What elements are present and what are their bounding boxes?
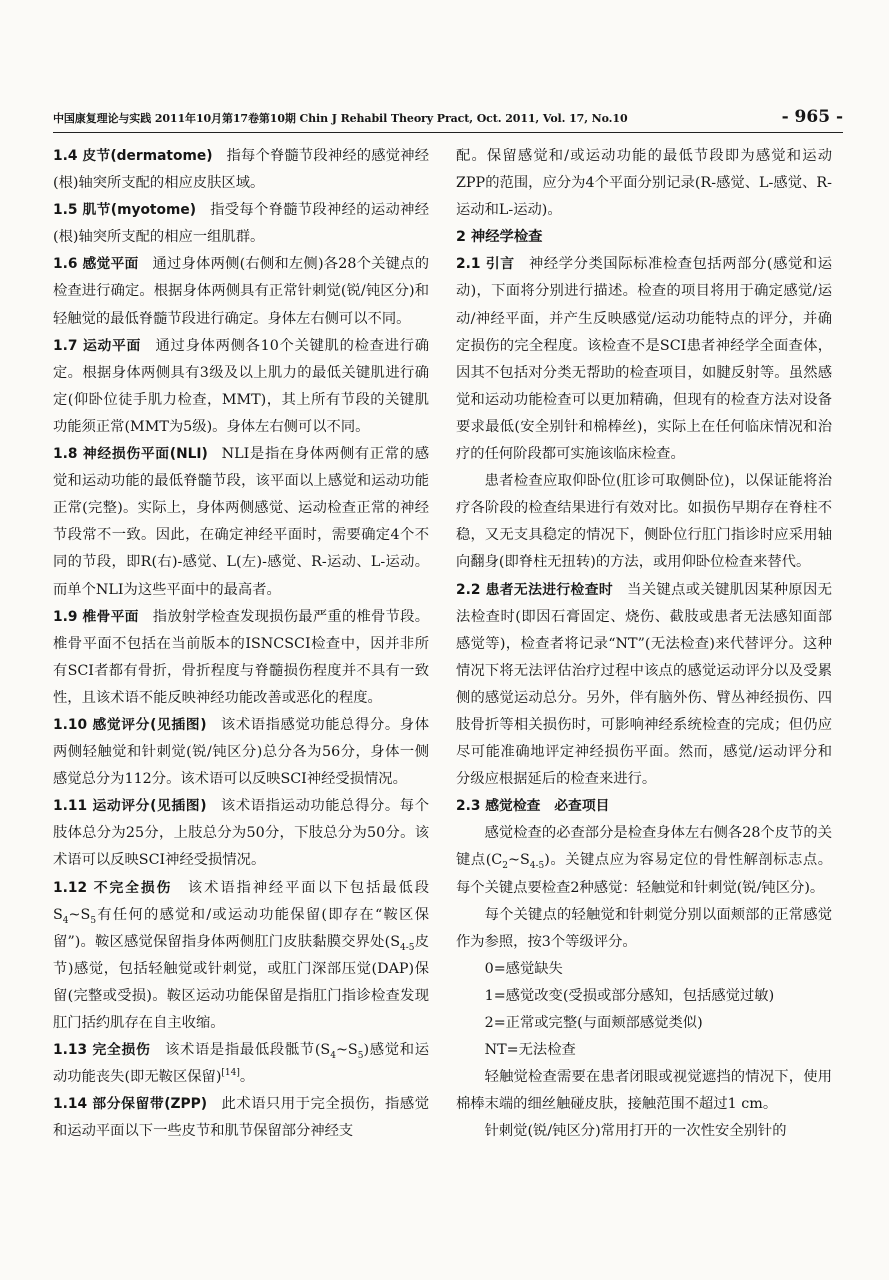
term-label: 2.2 患者无法进行检查时 [456,581,614,598]
section-2-1 [456,251,832,468]
definition-text: 指受每个脊髓节段神经的运动神经(根)轴突所支配的相应一组肌群。 [53,202,429,246]
definition-text: 指每个脊髓节段神经的感觉神经(根)轴突所支配的相应皮肤区域。 [53,148,430,192]
running-header [53,102,843,133]
page-number: - 965 - [781,107,843,127]
scale-item: NT=无法检查 [484,1042,576,1059]
definition-1-4 [53,143,429,197]
reference-citation: [14] [221,1068,240,1079]
scale-item: 2=正常或完整(与面颊部感觉类似) [484,1015,703,1031]
definition-text: ~S [68,906,91,923]
term-label: 1.8 神经损伤平面(NLI) [53,446,208,463]
definition-text: 通过身体两侧(右侧和左侧)各28个关键点的检查进行确定。根据身体两侧具有正常针刺觉(锐/钝区分)和轻触觉的最低脊髓节段进行确定。身体左右侧可以不同。 [53,256,429,327]
term-label: 1.11 运动评分(见插图) [53,798,207,815]
subscript: 4-5 [400,942,415,953]
definition-1-5 [53,197,429,251]
definition-1-13 [53,1037,429,1091]
scale-item: 1=感觉改变(受损或部分感知，包括感觉过敏) [484,987,775,1004]
left-column [53,143,429,1145]
term-label: 1.9 椎骨平面 [53,608,139,625]
subscript: 2 [502,861,508,872]
definition-1-8 [53,441,429,604]
definition-text: 此术语只用于完全损伤，指感觉和运动平面以下一些皮节和肌节保留部分神经支 [53,1096,430,1140]
body-paragraph: 每个关键点的轻触觉和针刺觉分别以面颊部的正常感觉作为参照，按3个等级评分。 [456,906,832,950]
body-paragraph: 患者检查应取仰卧位(肛诊可取侧卧位)，以保证能将治疗各阶段的检查结果进行有效对比。如损伤早期存在脊柱不稳，又无支具稳定的情况下，侧卧位行肛门指诊时应采用轴向翻身(即脊柱无扭转)的方法，或用仰卧位检查来替代。 [456,473,832,571]
section-2-3 [456,793,832,820]
term-label: 1.10 感觉评分(见插图) [53,716,207,733]
definition-text: NLI是指在身体两侧有正常的感觉和运动功能的最低脊髓节段，该平面以上感觉和运动功能正常(完整)。实际上，身体两侧感觉、运动检查正常的神经节段常不一致。因此，在确定神经平面时，需要确定4个不同的节段，即R(右)-感觉、L(左)-感觉、R-运动、L-运动。而单个NLI为这些平面中的最高者。 [53,446,430,598]
subscript: 5 [357,1050,364,1061]
definition-text: )感觉和运动功能丧失(即无鞍区保留) [53,1042,429,1086]
definition-text: 该术语是指最低段骶节(S [164,1042,331,1059]
term-label: 1.13 完全损伤 [53,1042,151,1059]
definition-1-10 [53,712,429,793]
term-label: 1.7 运动平面 [53,337,142,354]
subscript: 4 [62,915,69,926]
definition-1-6 [53,251,429,332]
term-label: 2.1 引言 [456,256,515,273]
definition-text: 通过身体两侧各10个关键肌的检查进行确定。根据身体两侧具有3级及以上肌力的最低关键肌进行确定(仰卧位徒手肌力检查，MMT)，其上所有节段的关键肌功能须正常(MMT为5级)。身体左右侧可以不同。 [53,337,429,435]
term-subtitle: 必查项目 [554,798,610,815]
body-text: 当关键点或关键肌因某种原因无法检查时(即因石膏固定、烧伤、截肢或患者无法感知面部感觉等)，检查者将记录“NT”(无法检查)来代替评分。这种情况下将无法评估治疗过程中该点的感觉运动评分以及受累侧的感觉运动总分。另外，伴有脑外伤、臂丛神经损伤、四肢骨折等相关损伤时，可影响神经系统检查的完成；但仍应尽可能准确地评定神经损伤平面。然而，感觉/运动评分和分级应根据延后的检查来进行。 [456,581,832,788]
scale-item: 0=感觉缺失 [484,960,563,977]
body-text: 神经学分类国际标准检查包括两部分(感觉和运动)，下面将分别进行描述。检查的项目将用于确定感觉/运动/神经平面，并产生反映感觉/运动功能特点的评分，并确定损伤的完全程度。该检查不是SCI患者神经学全面查体，因其不包括对分类无帮助的检查项目，如腱反射等。虽然感觉和运动功能检查可以更加精确，但现有的检查方法对设备要求最低(安全别针和棉棒丝)，实际上在任何临床情况和治疗的任何阶段都可实施该临床检查。 [456,256,833,463]
definition-text: 有任何的感觉和/或运动功能保留(即存在“鞍区保留”)。鞍区感觉保留指身体两侧肛门皮肤黏膜交界处(S [53,906,429,950]
term-label: 1.12 不完全损伤 [53,879,173,896]
definition-text: 皮节)感觉，包括轻触觉或针刺觉，或肛门深部压觉(DAP)保留(完整或受损)。鞍区运动功能保留是指肛门指诊检查发现肛门括约肌存在自主收缩。 [53,933,429,1031]
definition-text: 该术语指运动功能总得分。每个肢体总分为25分，上肢总分为50分，下肢总分为50分。该术语可以反映SCI神经受损情况。 [53,798,429,869]
continued-paragraph: 配。保留感觉和/或运动功能的最低节段即为感觉和运动ZPP的范围，应分为4个平面分别记录(R-感觉、L-感觉、R-运动和L-运动)。 [456,148,832,219]
term-label: 1.5 肌节(myotome) [53,202,197,219]
definition-text: 该术语指神经平面以下包括最低段S [53,879,429,923]
term-label: 1.6 感觉平面 [53,256,139,273]
body-paragraph: 轻触觉检查需要在患者闭眼或视觉遮挡的情况下，使用棉棒末端的细丝触碰皮肤，接触范围不超过1 cm。 [456,1069,832,1113]
term-label: 1.14 部分保留带(ZPP) [53,1096,208,1113]
section-2-2 [456,577,832,794]
body-text: ~S [507,852,530,869]
section-heading-2: 2 神经学检查 [456,229,543,246]
body-paragraph: 针刺觉(锐/钝区分)常用打开的一次性安全别针的 [484,1123,787,1140]
definition-1-14 [53,1091,429,1145]
definition-1-11 [53,793,429,874]
subscript: 4-5 [529,861,545,872]
journal-citation: 中国康复理论与实践 2011年10月第17卷第10期 Chin J Rehabil Theory Pract, Oct. 2011, Vol. 17, No.10 [53,112,628,125]
definition-1-7 [53,333,429,441]
body-paragraph [456,820,832,901]
body-text: )。关键点应为容易定位的骨性解剖标志点。每个关键点要检查2种感觉：轻触觉和针刺觉(锐/钝区分)。 [456,852,832,896]
term-label: 1.4 皮节(dermatome) [53,148,213,164]
definition-1-9 [53,604,429,712]
definition-text: 该术语指感觉功能总得分。身体两侧轻触觉和针刺觉(锐/钝区分)总分各为56分，身体一侧感觉总分为112分。该术语可以反映SCI神经受损情况。 [53,716,429,788]
subscript: 5 [90,915,97,926]
definition-text: ~S [335,1042,358,1059]
definition-1-12 [53,875,429,1038]
definition-text: 指放射学检查发现损伤最严重的椎骨节段。椎骨平面不包括在当前版本的ISNCSCI检查中，因并非所有SCI者都有骨折，骨折程度与脊髓损伤程度并不具有一致性，且该术语不能反映神经功能改善或恶化的程度。 [53,608,430,706]
right-column [456,143,832,1145]
body-text: 感觉检查的必查部分是检查身体左右侧各28个皮节的关键点(C [456,825,832,869]
term-label: 2.3 感觉检查 [456,798,541,815]
subscript: 4 [330,1050,336,1061]
definition-text: 。 [239,1069,255,1086]
